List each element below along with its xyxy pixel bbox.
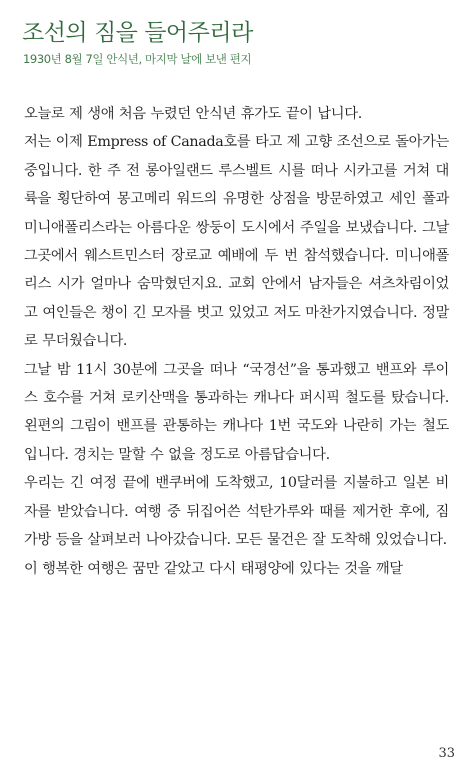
paragraph-4: 우리는 긴 여정 끝에 밴쿠버에 도착했고, 10달러를 지불하고 일본 비자를 받았습니다. 여행 중 뒤집어쓴 석탄가루와 때를 제거한 후에, 짐 가방 등을 살펴보러 나아갔습니다. 모든 물건은 잘 도착해 있었습니다.: [24, 475, 449, 549]
page-title: 조선의 짐을 들어주리라: [22, 20, 253, 46]
page-number: 33: [438, 746, 455, 761]
paragraph-1: 오늘로 제 생애 처음 누렸던 안식년 휴가도 끝이 납니다.: [24, 106, 362, 122]
paragraph-3: 그날 밤 11시 30분에 그곳을 떠나 “국경선”을 통과했고 밴프와 루이스 호수를 거쳐 로키산맥을 통과하는 캐나다 퍼시픽 철도를 탔습니다. 왼편의 그림이 밴프를 관통하는 캐나다 1번 국도와 나란히 가는 철도입니다. 경치는 말할 수 없을 정도로 아름답습니다.: [24, 361, 449, 463]
page-subtitle: 1930년 8월 7일 안식년, 마지막 날에 보낸 편지: [23, 52, 252, 66]
letter-body: [24, 100, 449, 583]
paragraph-5: 이 행복한 여행은 꿈만 같았고 다시 태평양에 있다는 것을 깨달: [24, 560, 403, 577]
paragraph-2: 저는 이제 Empress of Canada호를 타고 제 고향 조선으로 돌아가는 중입니다. 한 주 전 롱아일랜드 루스벨트 시를 떠나 시카고를 거쳐 대륙을 횡단하여 몽고메리 워드의 유명한 상점을 방문하였고 세인 폴과 미니애폴리스라는 아름다운 쌍둥이 도시에서 주일을 보냈습니다. 그날 그곳에서 웨스트민스터 장로교 예배에 두 번 참석했습니다. 미니애폴리스 시가 얼마나 숨막혔던지요. 교회 안에서 남자들은 셔츠차림이었고 여인들은 챙이 긴 모자를 벗고 있었고 저도 마찬가지였습니다. 정말로 무더웠습니다.: [24, 134, 449, 350]
